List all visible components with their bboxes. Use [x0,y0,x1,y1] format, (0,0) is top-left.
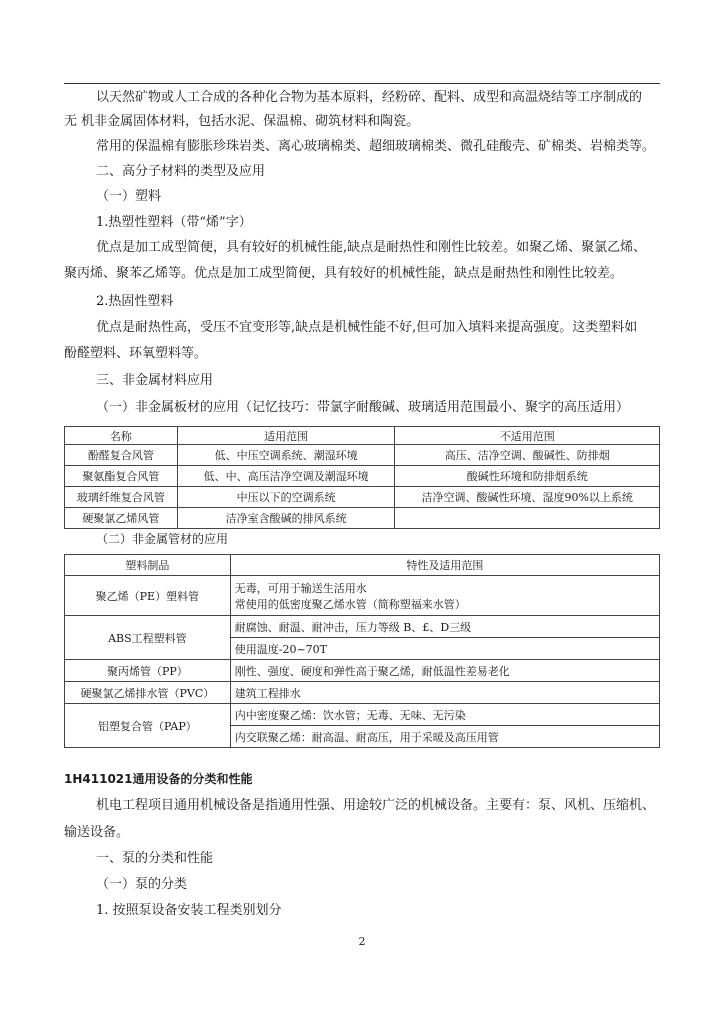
table-header-cell: 名称 [65,427,178,445]
section-heading: 三、非金属材料应用 [96,373,214,388]
table-cell [230,576,659,616]
cell-line: 无毒，可用于输送生活用水 [234,581,367,595]
table-row [65,487,660,508]
paragraph-line: 优点是加工成型简便，具有较好的机械性能,缺点是耐热性和刚性比较差。如聚乙烯、聚氯乙烯、 [96,240,647,255]
subsection-heading: （二）非金属管材的应用 [96,532,229,546]
table-row [65,576,660,616]
cell-line: 常使用的低密度聚乙烯水管（简称塑福来水管） [234,597,466,611]
paragraph-line: 机电工程项目通用机械设备是指通用性强、用途较广泛的机械设备。主要有：泵、风机、压缩机、 [96,798,656,813]
subsection-heading: 1.热塑性塑料（带“烯”字） [96,215,252,230]
table-cell: 玻璃纤维复合风管 [65,487,178,508]
table-cell: 使用温度-20~70T [230,638,659,660]
subsection-heading: 1. 按照泵设备安装工程类别划分 [96,903,282,918]
table-header-row [65,555,660,576]
table-cell: 硬聚氯乙烯风管 [65,508,178,529]
page-number: 2 [358,935,366,948]
subsection-heading: （一）非金属板材的应用（记忆技巧：带氯字耐酸碱、玻璃适用范围最小、聚字的高压适用） [96,400,630,415]
section-heading: 一、泵的分类和性能 [96,851,214,866]
table-cell: 酚醛复合风管 [65,445,178,466]
table-cell: 铝塑复合管（PAP） [65,704,231,748]
subsection-heading: （一）泵的分类 [96,877,188,892]
table-header-row [65,427,660,445]
table-row [65,660,660,682]
table-cell: 洁净室含酸碱的排风系统 [177,508,395,529]
table-cell [395,508,660,529]
table-cell: 高压、洁净空调、酸碱性、防排烟 [395,445,660,466]
table-cell: 洁净空调、酸碱性环境、湿度90%以上系统 [395,487,660,508]
paragraph-line: 优点是耐热性高，受压不宜变形等,缺点是机械性能不好,但可加入填料来提高强度。这类塑料如 [96,320,638,335]
table-cell: 聚丙烯管（PP） [65,660,231,682]
table-header-cell: 特性及适用范围 [230,555,659,576]
table-cell: 硬聚氯乙烯排水管（PVC） [65,682,231,704]
pipe-material-table [64,554,660,748]
table-cell: 耐腐蚀、耐温、耐冲击，压力等级 B、£、D三级 [230,616,659,638]
table-cell: 酸碱性环境和防排烟系统 [395,466,660,487]
paragraph-line: 输送设备。 [64,825,130,840]
table-header-cell: 适用范围 [177,427,395,445]
table-header-cell: 不适用范围 [395,427,660,445]
table-row [65,682,660,704]
paragraph-line: 聚丙烯、聚苯乙烯等。优点是加工成型简便，具有较好的机械性能，缺点是耐热性和刚性比较差。 [64,266,624,281]
section-heading: 二、高分子材料的类型及应用 [96,164,266,179]
paragraph-line: 常用的保温棉有膨胀珍珠岩类、离心玻璃棉类、超细玻璃棉类、微孔硅酸壳、矿棉类、岩棉类等。 [96,139,656,154]
table-cell: 内交联聚乙烯：耐高温、耐高压，用于采暖及高压用管 [230,726,659,748]
paragraph-line: 无 机非金属固体材料，包括水泥、保温棉、砌筑材料和陶瓷。 [64,114,420,129]
table-cell: 内中密度聚乙烯：饮水管；无毒、无味、无污染 [230,704,659,726]
chapter-heading: 1H411021通用设备的分类和性能 [64,772,253,786]
header-rule [64,83,660,84]
table-row [65,466,660,487]
paragraph-line: 以天然矿物或人工合成的各种化合物为基本原料，经粉碎、配料、成型和高温烧结等工序制成的 [96,90,643,105]
sheet-material-table [64,426,660,529]
table-cell: 低、中、高压洁净空调及潮湿环境 [177,466,395,487]
table-row [65,616,660,638]
table-cell: ABS工程塑料管 [65,616,231,660]
subsection-heading: （一）塑料 [96,189,162,204]
table-cell: 中压以下的空调系统 [177,487,395,508]
table-row [65,508,660,529]
table-cell: 建筑工程排水 [230,682,659,704]
table-row [65,445,660,466]
table-cell: 聚乙烯（PE）塑料管 [65,576,231,616]
paragraph-line: 酚醛塑料、环氧塑料等。 [64,346,208,361]
table-cell: 刚性、强度、硬度和弹性高于聚乙烯，耐低温性差易老化 [230,660,659,682]
table-cell: 低、中压空调系统、潮湿环境 [177,445,395,466]
table-cell: 聚氨酯复合风管 [65,466,178,487]
table-row [65,704,660,726]
subsection-heading: 2.热固性塑料 [96,294,174,309]
table-header-cell: 塑料制品 [65,555,231,576]
